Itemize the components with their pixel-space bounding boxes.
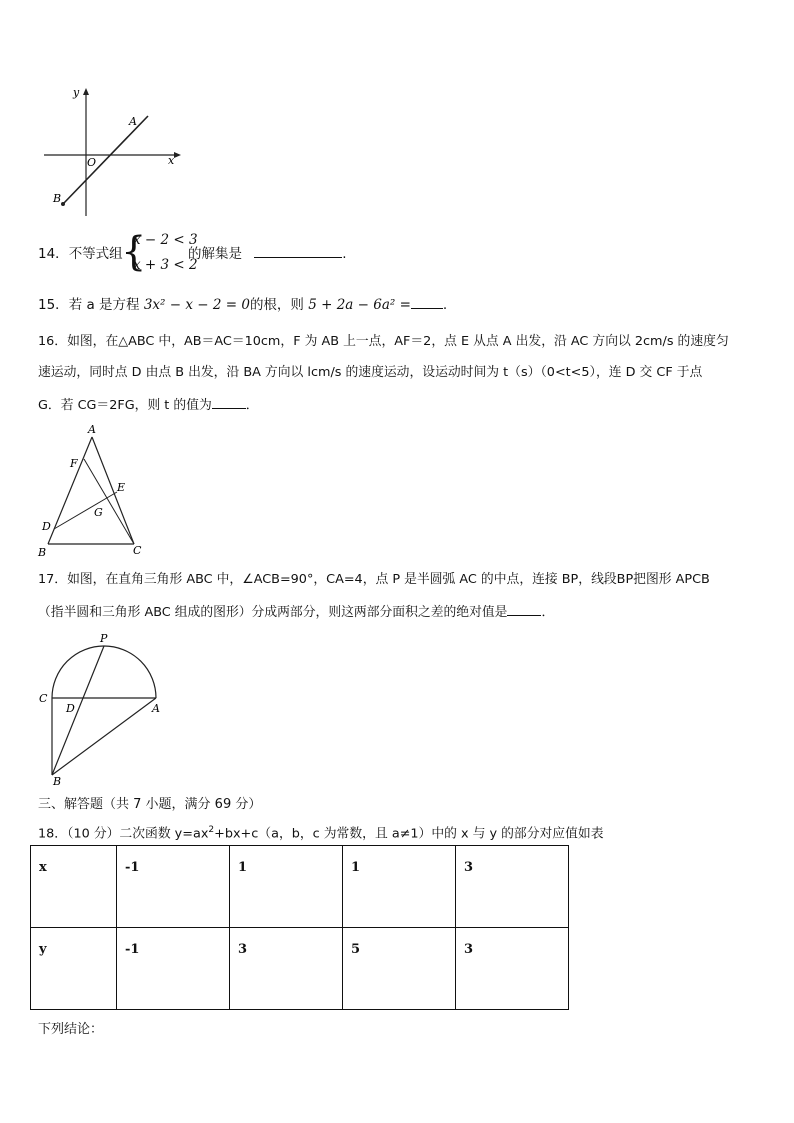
- table-cell: 3: [456, 846, 569, 928]
- table-cell: -1: [117, 928, 230, 1010]
- q18-text: 18．（10 分）二次函数 $y=ax^2+bx+c(a$，b，c 为常数，且 a≠1）中的 x 与 y 的部分对应值如表: [38, 825, 604, 842]
- q16-line-2: 速运动，同时点 D 由点 B 出发，沿 BA 方向以 lcm/s 的速度运动，设运动时间为 t（s）（0<t<5），连 D 交 CF 于点: [38, 365, 703, 380]
- vertex-b-label: B: [38, 546, 47, 559]
- point-b-label-2: B: [53, 775, 62, 788]
- y-axis-label: y: [73, 86, 80, 99]
- q17-line-2: （指半圆和三角形 ABC 组成的图形）分成两部分，则这两部分面积之差的绝对值是 ．: [38, 605, 555, 620]
- point-e-label: E: [117, 481, 126, 494]
- vertex-a-label: A: [88, 423, 96, 436]
- triangle-figure: [34, 420, 154, 560]
- table-row: [31, 928, 569, 1010]
- q15-answer-blank[interactable]: [411, 296, 443, 309]
- point-b-label: B: [53, 192, 62, 205]
- origin-label: O: [87, 156, 97, 169]
- point-f-label: F: [70, 457, 78, 470]
- q14-number-prefix: 14．不等式组: [38, 246, 123, 262]
- table-cell: 3: [230, 928, 343, 1010]
- q14-suffix: 的解集是 .: [188, 246, 347, 262]
- point-a-label-2: A: [152, 702, 160, 715]
- point-d-label: D: [42, 520, 51, 533]
- point-c-label: C: [39, 692, 48, 705]
- table-cell: y: [31, 928, 117, 1010]
- point-a-label: A: [129, 115, 137, 128]
- q17-answer-blank[interactable]: [507, 603, 541, 616]
- q15-text: 15．若 a 是方程 3x² − x − 2 = 0的根，则 5 + 2a − 6a² = .: [38, 297, 448, 313]
- point-g-label: G: [94, 506, 103, 519]
- table-row: [31, 846, 569, 928]
- q17-line-1: 17．如图，在直角三角形 ABC 中，∠ACB=90°，CA=4，点 P 是半圆弧 AC 的中点，连接 BP，线段BP把图形 APCB: [38, 572, 710, 587]
- table-cell: x: [31, 846, 117, 928]
- values-table: [30, 845, 569, 1010]
- q14-inequality-1: x − 2 < 3: [133, 232, 198, 248]
- vertex-c-label: C: [133, 544, 142, 557]
- q16-line-1: 16．如图，在△ABC 中，AB＝AC＝10cm，F 为 AB 上一点，AF＝2，点 E 从点 A 出发，沿 AC 方向以 2cm/s 的速度匀: [38, 334, 729, 349]
- point-d-label-2: D: [66, 702, 75, 715]
- table-cell: 1: [230, 846, 343, 928]
- semicircle-figure: [36, 630, 166, 790]
- point-p-label: P: [100, 632, 108, 645]
- table-cell: 1: [343, 846, 456, 928]
- q18-conclusions: 下列结论：: [38, 1022, 104, 1037]
- table-cell: 5: [343, 928, 456, 1010]
- q16-answer-blank[interactable]: [212, 396, 246, 409]
- q14-answer-blank[interactable]: [254, 245, 342, 258]
- q14-inequality-2: x + 3 < 2: [133, 257, 198, 273]
- q14-brace: {: [121, 229, 147, 275]
- x-axis-label: x: [168, 154, 175, 167]
- table-cell: -1: [117, 846, 230, 928]
- table-cell: 3: [456, 928, 569, 1010]
- axes-line-figure: [38, 86, 188, 220]
- q16-line-3: G．若 CG＝2FG，则 t 的值为 ．: [38, 398, 259, 413]
- section-3-title: 三、解答题（共 7 小题，满分 69 分）: [38, 797, 262, 812]
